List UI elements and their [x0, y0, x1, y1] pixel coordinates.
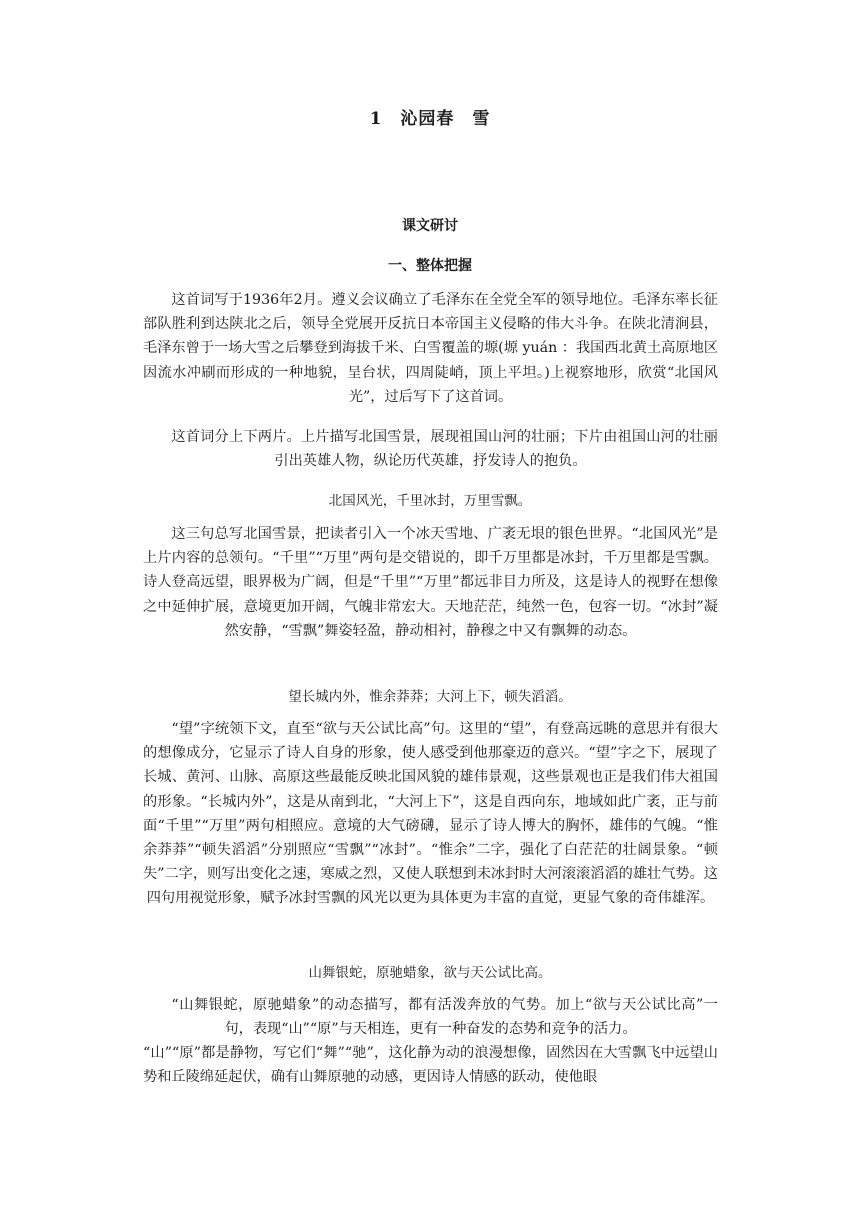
paragraph-analysis-1: 这三句总写北国雪景，把读者引入一个冰天雪地、广袤无垠的银色世界。“北国风光”是上片内容的总领句。“千里”“万里”两句是交错说的，即千万里都是冰封，千万里都是雪飘。诗人登高远望，眼界极为广阔，但是“千里”“万里”都远非目力所及，这是诗人的视野在想像之中延伸扩展，意境更加开阔，气魄非常宏大。天地茫茫，纯然一色，包容一切。“冰封”凝然安静，“雪飘”舞姿轻盈，静动相衬，静穆之中又有飘舞的动态。 [143, 526, 718, 639]
paragraph-structure: 这首词分上下两片。上片描写北国雪景，展现祖国山河的壮丽；下片由祖国山河的壮丽引出英雄人物，纵论历代英雄，抒发诗人的抱负。 [171, 429, 718, 470]
document-title: 1 沁园春 雪 [369, 109, 491, 129]
poem-line-3: 山舞银蛇，原驰蜡象，欲与天公试比高。 [308, 965, 552, 981]
paragraph-analysis-2: “望”字统领下文，直至“欲与天公试比高”句。这里的“望”，有登高远眺的意思并有很大的想像成分，它显示了诗人自身的形象，使人感受到他那豪迈的意兴。“望”字之下，展现了长城、黄河、山脉、高原这些最能反映北国风貌的雄伟景观，这些景观也正是我们伟大祖国的形象。“长城内外”，这是从南到北，“大河上下”，这是自西向东，地域如此广袤，正与前面“千里”“万里”两句相照应。意境的大气磅礴，显示了诗人博大的胸怀，雄伟的气魄。“惟余莽莽”“顿失滔滔”分别照应“雪飘”“冰封”。“惟余”二字，强化了白茫茫的壮阔景象。“顿失”二字，则写出变化之速，寒威之烈，又使人联想到未冰封时大河滚滚滔滔的雄壮气势。这四句用视觉形象，赋予冰封雪飘的风光以更为具体更为丰富的直觉，更显气象的奇伟雄浑。 [143, 721, 718, 907]
paragraph-analysis-4: “山”“原”都是静物，写它们“舞”“驰”，这化静为动的浪漫想像，固然因在大雪飘飞中远望山势和丘陵绵延起伏，确有山舞原驰的动感，更因诗人情感的跃动，使他眼 [143, 1045, 718, 1086]
paragraph-intro: 这首词写于1936年2月。遵义会议确立了毛泽东在全党全军的领导地位。毛泽东率长征部队胜利到达陕北之后，领导全党展开反抗日本帝国主义侵略的伟大斗争。在陕北清涧县，毛泽东曾于一场大雪之后攀登到海拔千米、白雪覆盖的塬(塬 yuán ：我国西北黄土高原地区因流水冲刷而形成的一种地貌，呈台状，四周陡峭，顶上平坦。)上视察地形，欣赏“北国风光”，过后写下了这首词。 [143, 292, 718, 405]
section-heading: 课文研讨 [402, 218, 458, 234]
paragraph-analysis-3: “山舞银蛇，原驰蜡象”的动态描写，都有活泼奔放的气势。加上“欲与天公试比高”一句，表现“山”“原”与天相连，更有一种奋发的态势和竞争的活力。 [171, 997, 718, 1038]
poem-line-1: 北国风光，千里冰封，万里雪飘。 [328, 493, 532, 509]
subsection-heading: 一、整体把握 [388, 258, 472, 274]
poem-line-2: 望长城内外，惟余莽莽；大河上下，顿失滔滔。 [288, 689, 572, 705]
